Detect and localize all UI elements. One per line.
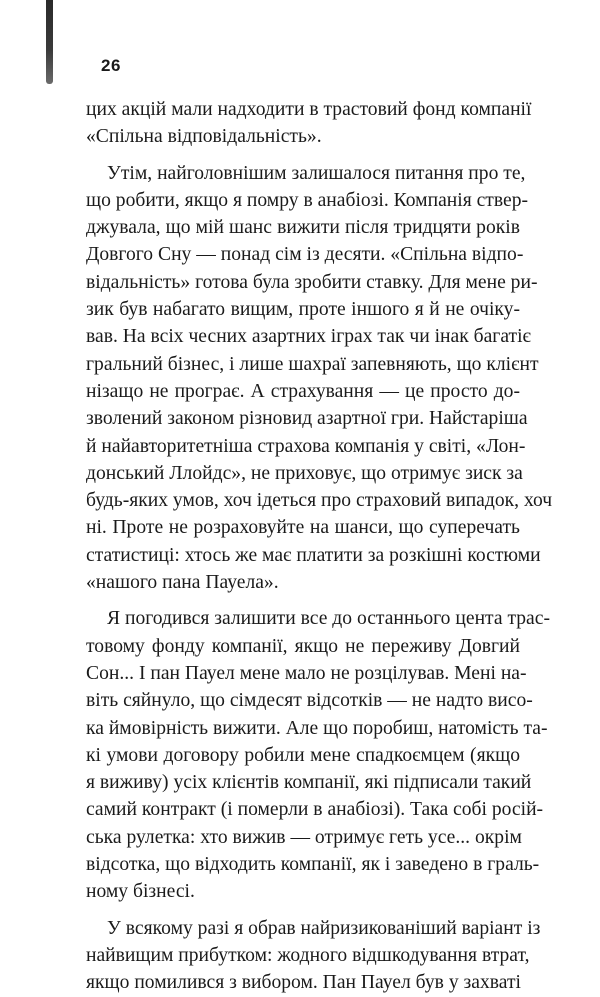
- text-line: «Спільна відповідальність».: [86, 126, 322, 148]
- page-number: 26: [101, 56, 121, 75]
- text-line: Утім, найголовнішим залишалося питання про те,: [107, 162, 526, 184]
- text-line: У всякому разі я обрав найризикованіший варіант із: [107, 917, 541, 939]
- text-line: й найавторитетніша страхова компанія у світі, «Лон-: [86, 435, 526, 457]
- text-line: якщо помилився з вибором. Пан Пауел був у захваті: [86, 972, 521, 994]
- text-line: Я погодився залишити все до останнього цента трас-: [107, 608, 550, 630]
- text-line: відальність» готова була зробити ставку. Для мене ри-: [86, 271, 538, 293]
- paragraph-1: [86, 96, 532, 151]
- paragraph-3: [86, 605, 550, 905]
- text-line: зволений законом різновид азартної гри. Найстаріша: [86, 408, 528, 430]
- text-line: донський Ллойдс», не приховує, що отримує зиск за: [86, 462, 523, 484]
- text-line: нізащо не програє. А страхування — це просто до-: [86, 380, 520, 402]
- text-line: зик був набагато вищим, проте іншого я й не очіку-: [86, 299, 520, 321]
- text-line: «нашого пана Пауела».: [86, 572, 279, 594]
- text-line: самий контракт (і померли в анабіозі). Така собі росій-: [86, 799, 544, 821]
- text-line: джувала, що мій шанс вижити після тридцяти років: [86, 217, 520, 239]
- text-line: Сон... І пан Пауел мене мало не розцілував. Мені на-: [86, 662, 527, 684]
- text-line: статистиці: хтось же має платити за розкішні костюми: [86, 544, 541, 566]
- text-line: ні. Проте не розраховуйте на шанси, що суперечать: [86, 517, 520, 539]
- text-line: я виживу) усіх клієнтів компанії, які підписали такий: [86, 772, 532, 794]
- text-line: вав. На всіх чесних азартних іграх так чи інак багатіє: [86, 326, 531, 348]
- text-line: Довгого Сну — понад сім із десяти. «Спільна відпо-: [86, 244, 524, 266]
- text-line: віть сяйнуло, що сімдесят відсотків — не надто висо-: [86, 690, 533, 712]
- paragraph-2: [86, 160, 553, 597]
- text-line: ка ймовірність вижити. Але що поробиш, натомість та-: [86, 717, 548, 739]
- text-line: гральний бізнес, і лише шахраї запевняють, що клієнт: [86, 353, 539, 375]
- text-line: ська рулетка: хто вижив — отримує геть усе... окрім: [86, 826, 522, 848]
- paragraph-4: [86, 915, 541, 997]
- text-line: що робити, якщо я помру в анабіозі. Компанія ствер-: [86, 189, 529, 211]
- text-line: цих акцій мали надходити в трастовий фонд компанії: [86, 99, 532, 120]
- body-text: [86, 96, 553, 997]
- text-line: будь-яких умов, хоч ідеться про страховий випадок, хоч: [86, 490, 553, 512]
- page-edge-mark: [46, 0, 53, 84]
- text-line: найвищим прибутком: жодного відшкодування втрат,: [86, 944, 530, 966]
- text-line: кі умови договору робили мене спадкоємцем (якщо: [86, 744, 520, 766]
- text-line: ному бізнесі.: [86, 881, 195, 903]
- text-line: відсотка, що відходить компанії, як і заведено в граль-: [86, 854, 540, 876]
- text-line: товому фонду компанії, якщо не переживу Довгий: [86, 635, 520, 657]
